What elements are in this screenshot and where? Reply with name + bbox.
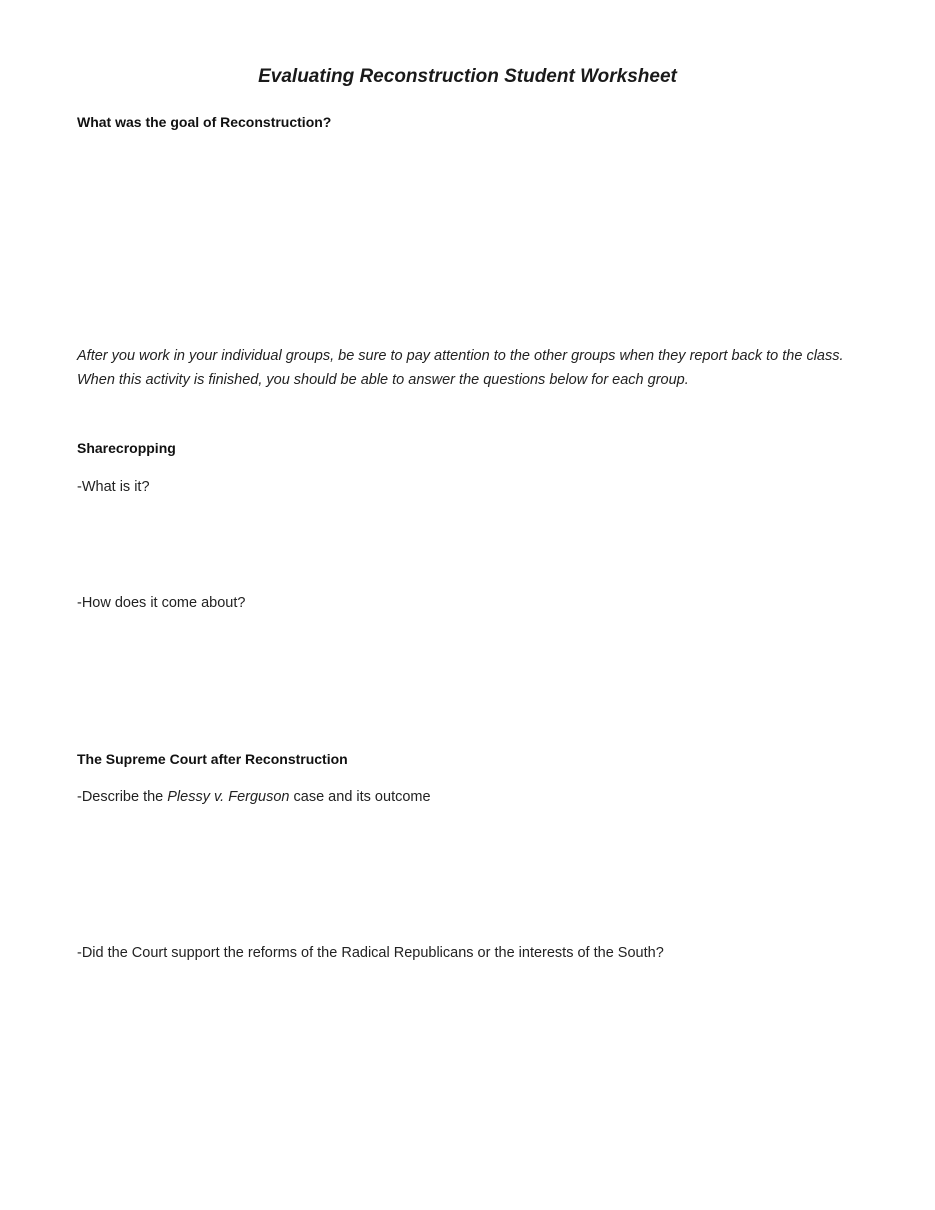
question-prefix: -Describe the (77, 789, 168, 805)
question-what-is-it: -What is it? (77, 479, 150, 495)
section-heading-supreme-court: The Supreme Court after Reconstruction (77, 751, 348, 767)
instructions-paragraph: After you work in your individual groups, be sure to pay attention to the other groups when they report back to the class. When this activity is finished, you should be able to answer the questions below for each group. (77, 348, 844, 388)
worksheet-title: Evaluating Reconstruction Student Worksheet (258, 66, 677, 87)
goal-question-heading: What was the goal of Reconstruction? (77, 114, 332, 130)
question-plessy-v-ferguson (77, 789, 431, 805)
section-heading-sharecropping: Sharecropping (77, 440, 176, 456)
question-suffix: case and its outcome (289, 789, 431, 805)
question-how-does-it-come-about: -How does it come about? (77, 595, 246, 611)
question-court-support: -Did the Court support the reforms of the Radical Republicans or the interests of the South? (77, 945, 664, 961)
answer-space-court-support[interactable] (77, 971, 857, 1171)
answer-space-plessy[interactable] (77, 815, 857, 930)
goal-answer-space[interactable] (77, 140, 857, 330)
answer-space-what-is-it[interactable] (77, 505, 857, 585)
answer-space-how-does-it-come-about[interactable] (77, 621, 857, 741)
case-name: Plessy v. Ferguson (167, 789, 290, 805)
